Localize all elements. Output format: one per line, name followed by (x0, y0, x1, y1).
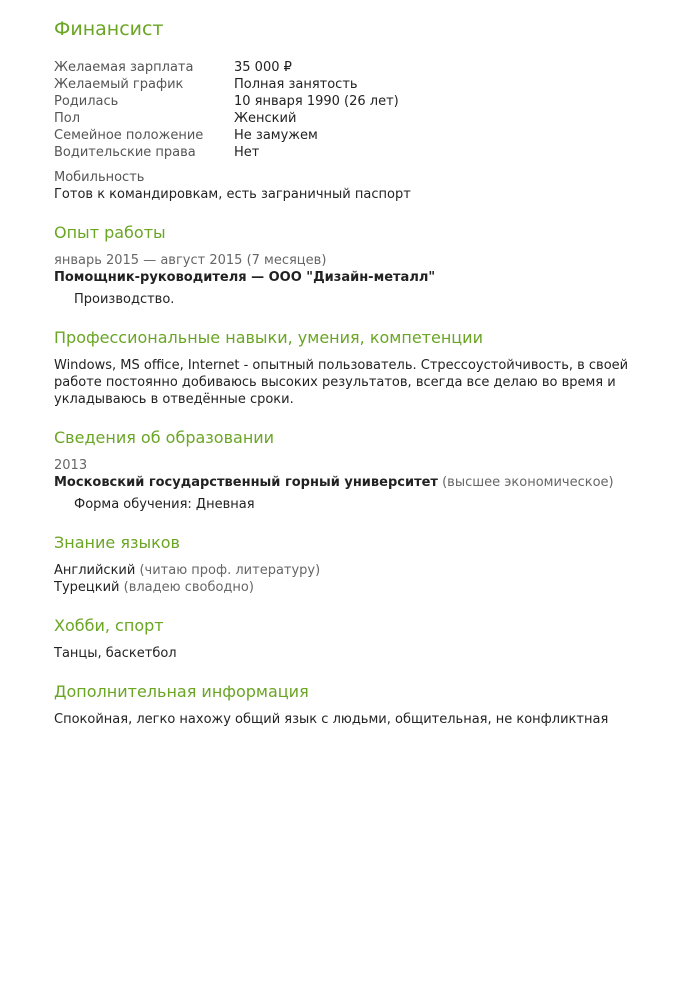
detail-label-license: Водительские права (54, 145, 196, 160)
detail-value-marital: Не замужем (234, 128, 318, 143)
detail-label-birth: Родилась (54, 94, 119, 109)
education-entry (54, 474, 614, 491)
mobility-value: Готов к командировкам, есть заграничный паспорт (54, 187, 411, 202)
education-form: Форма обучения: Дневная (74, 497, 255, 512)
resume-title: Финансист (54, 18, 164, 40)
languages-heading: Знание языков (54, 533, 180, 552)
detail-value-birth: 10 января 1990 (26 лет) (234, 94, 399, 109)
experience-heading: Опыт работы (54, 223, 166, 242)
detail-value-gender: Женский (234, 111, 297, 126)
detail-label-marital: Семейное положение (54, 128, 204, 143)
experience-position: Помощник-руководителя — ООО "Дизайн-металл" (54, 270, 436, 285)
additional-heading: Дополнительная информация (54, 682, 309, 701)
additional-text: Спокойная, легко нахожу общий язык с людьми, общительная, не конфликтная (54, 712, 609, 727)
detail-label-schedule: Желаемый график (54, 77, 184, 92)
detail-value-license: Нет (234, 145, 260, 160)
education-heading: Сведения об образовании (54, 428, 275, 447)
language-level: (читаю проф. литературу) (139, 563, 321, 578)
detail-value-schedule: Полная занятость (234, 77, 358, 92)
skills-text: Windows, MS office, Internet - опытный пользователь. Стрессоустойчивость, в своей работе постоянно добиваюсь высоких результатов, всегда все делаю во время и укладываюсь в отведённые сроки. (54, 358, 629, 407)
hobby-text: Танцы, баскетбол (54, 646, 177, 661)
experience-description: Производство. (74, 292, 175, 307)
detail-label-salary: Желаемая зарплата (54, 60, 194, 75)
skills-heading: Профессиональные навыки, умения, компетенции (54, 328, 483, 347)
education-year: 2013 (54, 458, 88, 473)
mobility-label: Мобильность (54, 170, 145, 185)
education-level: (высшее экономическое) (442, 475, 614, 490)
hobby-heading: Хобби, спорт (54, 616, 164, 635)
detail-value-salary: 35 000 ₽ (234, 60, 292, 75)
language-item (54, 562, 320, 579)
detail-label-gender: Пол (54, 111, 81, 126)
language-item (54, 579, 254, 596)
education-institution: Московский государственный горный университет (54, 475, 438, 490)
language-name: Турецкий (54, 580, 120, 595)
language-level: (владею свободно) (123, 580, 254, 595)
language-name: Английский (54, 563, 136, 578)
experience-period: январь 2015 — август 2015 (7 месяцев) (54, 253, 327, 268)
